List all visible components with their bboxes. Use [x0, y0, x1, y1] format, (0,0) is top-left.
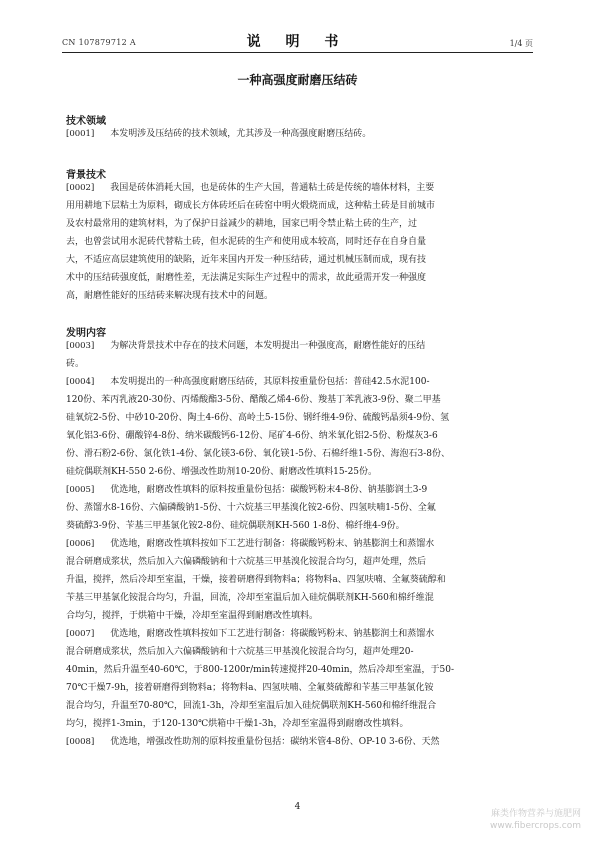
patent-number: CN 107879712 A [62, 38, 136, 47]
paragraph-line [66, 571, 534, 589]
paragraph-text: 本发明提出的一种高强度耐磨压结砖，其原料按重量份包括：普硅42.5水泥100- [110, 377, 430, 387]
paragraph-line [66, 445, 534, 463]
paragraph-text: 去，也曾尝试用水泥砖代替粘土砖，但水泥砖的生产和使用成本较高，同时还存在自身自量 [66, 237, 427, 247]
paragraph-text: 氧化铝3-6份、硼酸锌4-8份、纳米碳酸钙6-12份、尾矿4-6份、纳米氧化铝2-5份、粉煤灰3-6 [66, 431, 438, 441]
paragraph-text: 优选地，耐磨改性填料按如下工艺进行制备：将碳酸钙粉末、钠基膨润土和蒸馏水 [110, 539, 435, 549]
paragraph-line [66, 287, 534, 305]
paragraph-text: 我国是砖体消耗大国，也是砖体的生产大国，普通粘土砖是传统的墙体材料，主要 [110, 183, 435, 193]
paragraph-text: 优选地，耐磨改性填料的原料按重量份包括：碳酸钙粉末4-8份、钠基膨润土3-9 [110, 485, 428, 495]
paragraph-line [66, 715, 534, 733]
paragraph-line [66, 233, 534, 251]
paragraph-line [66, 517, 534, 535]
paragraph-text: 70℃干燥7-9h，接着研磨得到物料a；将物料a、四氢呋喃、全氟葵硫醇和苄基三甲基氯化铵 [66, 683, 434, 693]
paragraph-text: 葵硫醇3-9份、苄基三甲基氯化铵2-8份、硅烷偶联剂KH-560 1-8份、棉纤维4-9份。 [66, 521, 405, 531]
paragraph-text: 均匀，搅拌1-3min，于120-130℃烘箱中干燥1-3h，冷却至室温得到耐磨改性填料。 [66, 719, 409, 729]
paragraph-line [66, 643, 534, 661]
watermark [441, 808, 581, 832]
paragraph-text: 份、蒸馏水8-16份、六偏磷酸钠1-5份、十六烷基三甲基溴化铵2-6份、四氢呋喃1-5份、全氟 [66, 503, 436, 513]
page-of-indicator: 1/4 页 [509, 39, 533, 48]
paragraph-line [66, 679, 534, 697]
paragraph-line [66, 481, 534, 499]
paragraph-number: [0008] [66, 737, 95, 747]
section-heading-technical-field: 技术领域 [66, 116, 106, 127]
paragraph-line [66, 535, 534, 553]
paragraph-0002 [66, 179, 534, 305]
paragraph-line [66, 269, 534, 287]
page-number: 4 [294, 802, 301, 812]
paragraph-text: 为解决背景技术中存在的技术问题，本发明提出一种强度高，耐磨性能好的压结 [110, 341, 426, 351]
paragraph-line [66, 391, 534, 409]
paragraph-line [66, 179, 534, 197]
paragraph-text: 120份、苯丙乳液20-30份、丙烯酸酯3-5份、醋酸乙烯4-6份、羧基丁苯乳液3-9份、聚二甲基 [66, 395, 441, 405]
paragraph-number: [0006] [66, 539, 95, 549]
paragraph-number: [0004] [66, 377, 95, 387]
paragraph-0006 [66, 535, 534, 625]
paragraph-line [66, 197, 534, 215]
paragraph-line [66, 589, 534, 607]
paragraph-text: 硅氧烷2-5份、中砂10-20份、陶土4-6份、高岭土5-15份、钢纤维4-9份、硫酸钙晶须4-9份、氢 [66, 413, 450, 423]
paragraph-text: 用用耕地下层粘土为原料，砌成长方体砖坯后在砖窑中明火煅烧而成，这种粘土砖是目前城市 [66, 201, 436, 211]
paragraph-text: 优选地，耐磨改性填料按如下工艺进行制备：将碳酸钙粉末、钠基膨润土和蒸馏水 [110, 629, 435, 639]
paragraph-line [66, 427, 534, 445]
paragraph-number: [0002] [66, 183, 95, 193]
paragraph-text: 本发明涉及压结砖的技术领域，尤其涉及一种高强度耐磨压结砖。 [110, 129, 372, 139]
paragraph-text: 混合均匀，升温至70-80℃，回流1-3h，冷却至室温后加入硅烷偶联剂KH-560和棉纤维混合 [66, 701, 437, 711]
paragraph-text: 砖。 [66, 359, 85, 369]
paragraph-0007 [66, 625, 534, 733]
paragraph-line [66, 125, 534, 143]
paragraph-line [66, 553, 534, 571]
paragraph-text: 及农村最常用的建筑材料，为了保护日益减少的耕地，国家已明令禁止粘土砖的生产，过 [66, 219, 418, 229]
paragraph-line [66, 215, 534, 233]
paragraph-number: [0001] [66, 129, 95, 139]
paragraph-0008 [66, 733, 534, 751]
paragraph-line [66, 733, 534, 751]
paragraph-text: 混合研磨成浆状，然后加入六偏磷酸钠和十六烷基三甲基溴化铵混合均匀，超声处理20- [66, 647, 414, 657]
paragraph-text: 硅烷偶联剂KH-550 2-6份、增强改性助剂10-20份、耐磨改性填料15-25份。 [66, 467, 378, 477]
paragraph-line [66, 337, 534, 355]
watermark-url: www.fibercrops.com [490, 821, 581, 831]
watermark-site-name: 麻类作物营养与施肥网 [490, 809, 581, 819]
paragraph-text: 大，不适应高层建筑使用的缺陷，近年来国内开发一种压结砖，通过机械压制而成，现有技 [66, 255, 427, 265]
paragraph-line [66, 607, 534, 625]
paragraph-line [66, 373, 534, 391]
paragraph-0004 [66, 373, 534, 481]
paragraph-text: 高，耐磨性能好的压结砖来解决现有技术中的问题。 [66, 291, 274, 301]
paragraph-text: 混合研磨成浆状，然后加入六偏磷酸钠和十六烷基三甲基溴化铵混合均匀，超声处理，然后 [66, 557, 427, 567]
document-title: 一种高强度耐磨压结砖 [237, 73, 358, 87]
paragraph-number: [0003] [66, 341, 95, 351]
paragraph-number: [0005] [66, 485, 95, 495]
paragraph-line [66, 463, 534, 481]
header-divider [62, 52, 533, 53]
section-heading-background: 背景技术 [66, 170, 106, 181]
paragraph-text: 优选地，增强改性助剂的原料按重量份包括：碳纳米管4-8份、OP-10 3-6份、天然 [110, 737, 440, 747]
paragraph-number: [0007] [66, 629, 95, 639]
paragraph-text: 份、滑石粉2-6份、氯化铁1-4份、氯化镁3-6份、氧化镁1-5份、石棉纤维1-5份、海泡石3-8份、 [66, 449, 450, 459]
paragraph-0003 [66, 337, 534, 373]
paragraph-line [66, 661, 534, 679]
paragraph-text: 40min，然后升温至40-60℃，于800-1200r/min转速搅拌20-40min，然后冷却至室温，于50- [66, 665, 454, 675]
paragraph-0001 [66, 125, 534, 143]
section-heading-summary: 发明内容 [66, 328, 106, 339]
paragraph-line [66, 625, 534, 643]
document-type-heading: 说 明 书 [246, 34, 349, 50]
paragraph-0005 [66, 481, 534, 535]
paragraph-text: 升温，搅拌，然后冷却至室温，干燥，接着研磨得到物料a；将物料a、四氢呋喃、全氟葵硫醇和 [66, 575, 446, 585]
paragraph-line [66, 499, 534, 517]
paragraph-text: 苄基三甲基氯化铵混合均匀，升温，回流，冷却至室温后加入硅烷偶联剂KH-560和棉纤维混 [66, 593, 434, 603]
paragraph-text: 合均匀，搅拌，于烘箱中干燥，冷却至室温得到耐磨改性填料。 [66, 611, 319, 621]
paragraph-text: 术中的压结砖强度低，耐磨性差，无法满足实际生产过程中的需求，故此亟需开发一种强度 [66, 273, 427, 283]
paragraph-line [66, 409, 534, 427]
paragraph-line [66, 697, 534, 715]
paragraph-line [66, 355, 534, 373]
paragraph-line [66, 251, 534, 269]
